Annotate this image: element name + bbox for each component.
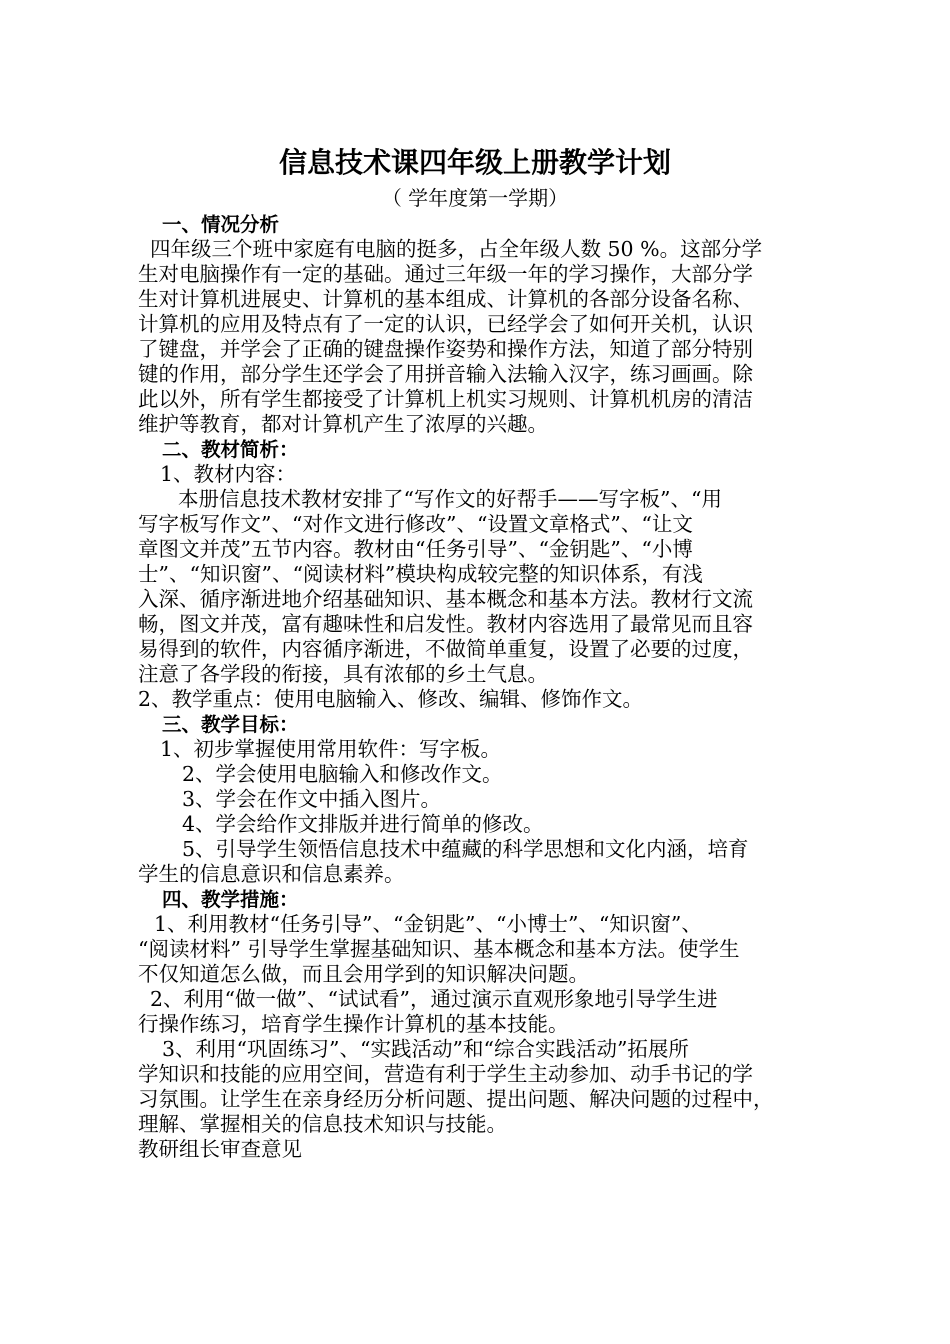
goal-item: 1、初步掌握使用常用软件：写字板。 <box>160 737 502 761</box>
measure-line: 不仅知道怎么做，而且会用学到的知识解决问题。 <box>138 962 589 986</box>
goal-item: 5、引导学生领悟信息技术中蕴藏的科学思想和文化内涵，培育 <box>182 837 749 861</box>
paragraph-line: 章图文并茂”五节内容。教材由“任务引导”、“金钥匙”、“小博 <box>138 537 693 561</box>
goal-item: 3、学会在作文中插入图片。 <box>182 787 442 811</box>
paragraph-line: 本册信息技术教材安排了“写作文的好帮手——写字板”、“用 <box>178 487 722 511</box>
measure-line: 行操作练习，培育学生操作计算机的基本技能。 <box>138 1012 569 1036</box>
document-subtitle: （ 学年度第一学期） <box>381 186 569 210</box>
measure-line: 3、利用“巩固练习”、“实践活动”和“综合实践活动”拓展所 <box>162 1037 689 1061</box>
section-heading-materials: 二、教材简析： <box>162 438 299 461</box>
paragraph-line: 畅，图文并茂，富有趣味性和启发性。教材内容选用了最常见而且容 <box>138 612 753 636</box>
measure-line: 2、利用“做一做”、“试试看”，通过演示直观形象地引导学生进 <box>150 987 718 1011</box>
section-heading-measures: 四、教学措施： <box>162 888 299 911</box>
measure-line: 习氛围。让学生在亲身经历分析问题、提出问题、解决问题的过程中， <box>138 1087 774 1111</box>
paragraph-line: 士”、“知识窗”、“阅读材料”模块构成较完整的知识体系，有浅 <box>138 562 703 586</box>
goal-item: 4、学会给作文排版并进行简单的修改。 <box>182 812 544 836</box>
paragraph-line: 四年级三个班中家庭有电脑的挺多，占全年级人数 50 %。这部分学 <box>150 237 763 261</box>
measure-line: 1、利用教材“任务引导”、“金钥匙”、“小博士”、“知识窗”、 <box>154 912 702 936</box>
measure-line: 学知识和技能的应用空间，营造有利于学生主动参加、动手书记的学 <box>138 1062 753 1086</box>
measure-line: “阅读材料” 引导学生掌握基础知识、基本概念和基本方法。使学生 <box>138 937 740 961</box>
paragraph-line: 维护等教育，都对计算机产生了浓厚的兴趣。 <box>138 412 548 436</box>
paragraph-line: 易得到的软件，内容循序渐进，不做简单重复，设置了必要的过度， <box>138 637 753 661</box>
review-footer: 教研组长审查意见 <box>138 1137 302 1161</box>
paragraph-line: 入深、循序渐进地介绍基础知识、基本概念和基本方法。教材行文流 <box>138 587 753 611</box>
paragraph-line: 写字板写作文”、“对作文进行修改”、“设置文章格式”、“让文 <box>138 512 693 536</box>
paragraph-line: 了键盘，并学会了正确的键盘操作姿势和操作方法，知道了部分特别 <box>138 337 753 361</box>
paragraph-line: 键的作用，部分学生还学会了用拼音输入法输入汉字，练习画画。除 <box>138 362 753 386</box>
section-heading-situation: 一、情况分析 <box>162 213 280 236</box>
goal-item: 学生的信息意识和信息素养。 <box>138 862 405 886</box>
paragraph-line: 生对计算机进展史、计算机的基本组成、计算机的各部分设备名称、 <box>138 287 753 311</box>
measure-line: 理解、掌握相关的信息技术知识与技能。 <box>138 1112 507 1136</box>
paragraph-line: 此以外，所有学生都接受了计算机上机实习规则、计算机机房的清洁 <box>138 387 753 411</box>
paragraph-line: 计算机的应用及特点有了一定的认识，已经学会了如何开关机，认识 <box>138 312 753 336</box>
goal-item: 2、学会使用电脑输入和修改作文。 <box>182 762 503 786</box>
section-heading-goals: 三、教学目标： <box>162 713 299 736</box>
paragraph-line: 2、教学重点：使用电脑输入、修改、编辑、修饰作文。 <box>138 687 644 711</box>
paragraph-line: 1、教材内容： <box>160 462 297 486</box>
paragraph-line: 注意了各学段的衔接，具有浓郁的乡土气息。 <box>138 662 548 686</box>
paragraph-line: 生对电脑操作有一定的基础。通过三年级一年的学习操作，大部分学 <box>138 262 753 286</box>
document-title: 信息技术课四年级上册教学计划 <box>278 146 671 179</box>
